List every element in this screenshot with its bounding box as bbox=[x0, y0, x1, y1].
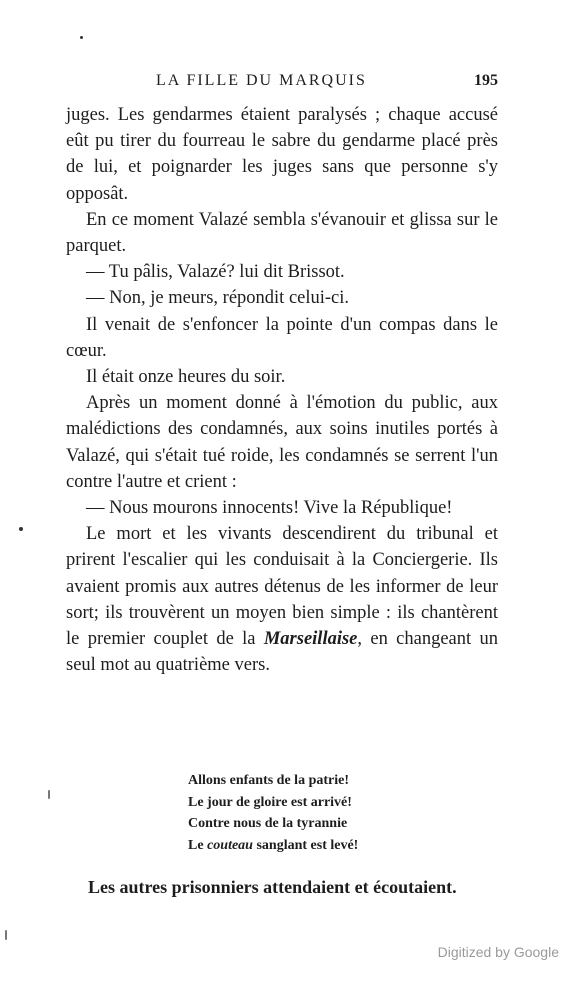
scan-speck bbox=[80, 36, 83, 39]
scan-speck bbox=[19, 527, 23, 531]
paragraph: — Nous mourons innocents! Vive la République! bbox=[86, 498, 453, 519]
page-number: 195 bbox=[474, 72, 498, 89]
verse-quote bbox=[188, 770, 358, 856]
scan-speck bbox=[5, 930, 7, 940]
verse-line: Le jour de gloire est arrivé! bbox=[188, 794, 352, 810]
paragraph bbox=[66, 521, 498, 678]
paragraph: Il venait de s'enfoncer la pointe d'un compas dans le cœur. bbox=[66, 314, 498, 361]
song-title: Marseillaise bbox=[263, 629, 358, 650]
paragraph: — Tu pâlis, Valazé? lui dit Brissot. bbox=[86, 262, 345, 283]
paragraph-text: Le mort et les vivants descendirent du tribunal et prirent l'escalier qui les conduisait à la Conciergerie. Ils avaient promis aux autres détenus de les informer de leur sort; ils trouvèrent un moyen bien simple : ils chantèrent le premier couplet de la bbox=[66, 524, 498, 650]
running-head bbox=[66, 72, 498, 94]
verse-emphasis: couteau bbox=[207, 837, 253, 853]
body-text bbox=[66, 102, 498, 678]
digitized-watermark: Digitized by Google bbox=[437, 944, 559, 960]
verse-line: Contre nous de la tyrannie bbox=[188, 816, 348, 831]
paragraph: — Non, je meurs, répondit celui-ci. bbox=[86, 288, 350, 309]
verse-line-prefix: Le bbox=[188, 837, 208, 853]
scan-speck bbox=[48, 790, 50, 799]
verse-line-suffix: sanglant est levé! bbox=[252, 837, 359, 853]
verse-line bbox=[188, 835, 358, 857]
closing-line: Les autres prisonniers attendaient et écoutaient. bbox=[88, 877, 457, 897]
paragraph: En ce moment Valazé sembla s'évanouir et glissa sur le parquet. bbox=[66, 209, 498, 257]
paragraph-tail: , en changeant un seul mot au quatrième vers. bbox=[66, 629, 498, 676]
running-title: LA FILLE DU MARQUIS bbox=[156, 72, 367, 89]
verse-line: Allons enfants de la patrie! bbox=[188, 773, 349, 788]
paragraph: juges. Les gendarmes étaient paralysés ; chaque accusé eût pu tirer du fourreau le sabre du gendarme placé près de lui, et poignarder les juges sans que personne s'y opposât. bbox=[66, 105, 498, 204]
paragraph: Il était onze heures du soir. bbox=[86, 367, 286, 388]
paragraph: Après un moment donné à l'émotion du public, aux malédictions des condamnés, aux soins inutiles portés à Valazé, qui s'était tué roide, les condamnés se serrent l'un contre l'autre et crient : bbox=[66, 393, 498, 492]
